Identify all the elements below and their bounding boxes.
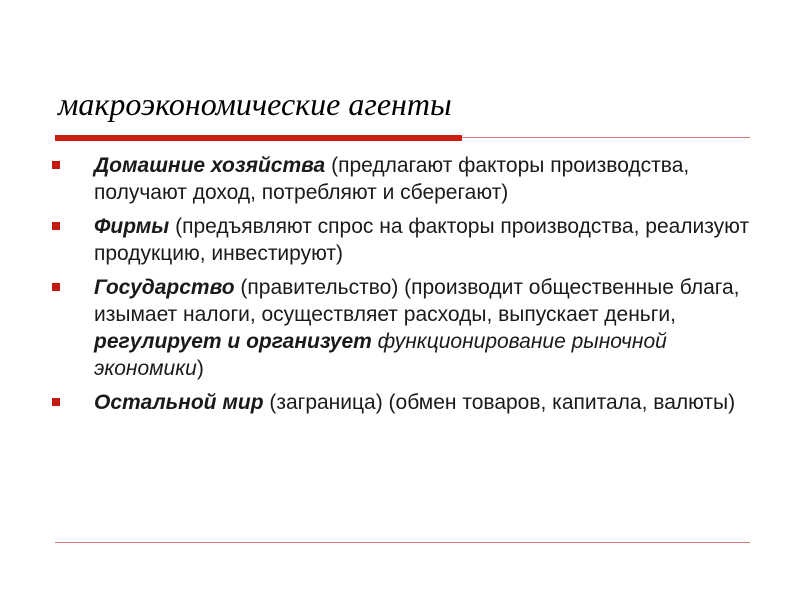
description-rest-of-world: (заграница) (обмен товаров, капитала, валюты) bbox=[263, 391, 736, 414]
square-bullet-icon bbox=[52, 398, 60, 406]
description-firms: (предъявляют спрос на факторы производства, реализуют продукцию, инвестируют) bbox=[94, 215, 750, 265]
description-state: (правительство) (производит общественные блага, изымает налоги, осуществляет расходы, выпускает деньги, bbox=[94, 276, 740, 326]
emphasis-functioning: функционирование рыночной экономики bbox=[94, 330, 667, 380]
description-households: (предлагают факторы производства, получают доход, потребляют и сберегают) bbox=[94, 154, 690, 204]
title-underline-accent bbox=[55, 135, 462, 141]
term-households: Домашние хозяйства bbox=[94, 154, 326, 177]
square-bullet-icon bbox=[52, 283, 60, 291]
term-firms: Фирмы bbox=[94, 215, 170, 238]
term-state: Государство bbox=[94, 276, 235, 299]
square-bullet-icon bbox=[52, 222, 60, 230]
list-item-state bbox=[50, 274, 750, 382]
list-item-rest-of-world bbox=[50, 389, 750, 416]
description-state-end: ) bbox=[196, 357, 204, 380]
list-item-households bbox=[50, 152, 750, 206]
term-rest-of-world: Остальной мир bbox=[94, 391, 264, 414]
list-item-firms bbox=[50, 213, 750, 267]
agents-list bbox=[50, 152, 750, 423]
slide-title: макроэкономические агенты bbox=[58, 86, 452, 122]
footer-rule bbox=[55, 542, 750, 543]
square-bullet-icon bbox=[52, 161, 60, 169]
emphasis-regulates: регулирует и организует bbox=[94, 330, 372, 353]
